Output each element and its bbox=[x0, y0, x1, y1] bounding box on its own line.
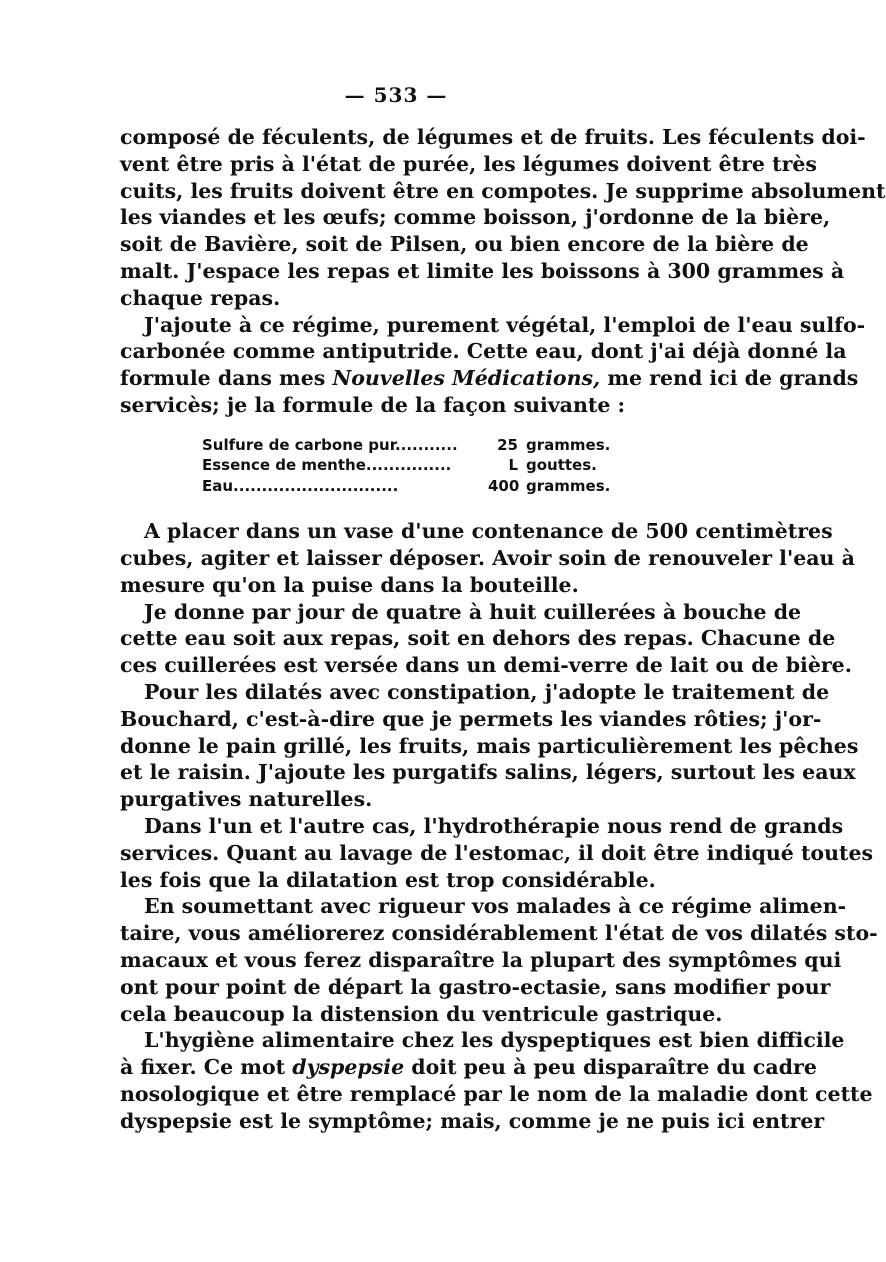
formula-row bbox=[202, 455, 622, 476]
text-line-with-title bbox=[120, 365, 859, 392]
formula-row bbox=[202, 435, 622, 456]
formula-table bbox=[202, 435, 622, 497]
text-line: services. Quant au lavage de l'estomac, il doit être indiqué toutes bbox=[120, 840, 874, 865]
text-line: cuits, les fruits doivent être en compotes. Je supprime absolument bbox=[120, 178, 886, 203]
book-page bbox=[120, 82, 886, 1135]
text-line: carbonée comme antiputride. Cette eau, dont j'ai déjà donné la bbox=[120, 339, 847, 364]
text-line: En soumettant avec rigueur vos malades à ce régime alimen- bbox=[144, 894, 847, 919]
page-number: — 533 — bbox=[344, 83, 448, 107]
formula-ingredient: Sulfure de carbone pur........... bbox=[202, 435, 458, 454]
formula-unit: gouttes. bbox=[526, 456, 597, 475]
text-line: les viandes et les œufs; comme boisson, j'ordonne de la bière, bbox=[120, 205, 831, 230]
text-line: cette eau soit aux repas, soit en dehors des repas. Chacune de bbox=[120, 626, 836, 651]
text-line: L'hygiène alimentaire chez les dyspeptiques est bien difficile bbox=[144, 1028, 845, 1053]
text-line: ont pour point de départ la gastro-ectasie, sans modifier pour bbox=[120, 974, 831, 999]
text-line: J'ajoute à ce régime, purement végétal, l'emploi de l'eau sulfo- bbox=[144, 312, 866, 337]
text-line: et le raisin. J'ajoute les purgatifs salins, légers, surtout les eaux bbox=[120, 760, 856, 785]
text-line: macaux et vous ferez disparaître la plupart des symptômes qui bbox=[120, 948, 842, 973]
formula-quantity: 400 bbox=[488, 476, 520, 495]
text-line: malt. J'espace les repas et limite les boissons à 300 grammes à bbox=[120, 258, 845, 283]
formula-quantity: 25 bbox=[497, 435, 518, 454]
text-line: A placer dans un vase d'une contenance de 500 centimètres bbox=[144, 519, 833, 544]
text-line: composé de féculents, de légumes et de fruits. Les féculents doi- bbox=[120, 125, 866, 149]
text-line: Je donne par jour de quatre à huit cuillerées à bouche de bbox=[144, 599, 802, 624]
text-fragment: doit peu à peu disparaître du cadre bbox=[411, 1055, 817, 1080]
text-line: Bouchard, c'est-à-dire que je permets les viandes rôties; j'or- bbox=[120, 706, 822, 731]
text-fragment: à fixer. Ce mot bbox=[120, 1055, 286, 1080]
text-line: donne le pain grillé, les fruits, mais particulièrement les pêches bbox=[120, 733, 859, 758]
text-line: servicès; je la formule de la façon suivante : bbox=[120, 392, 626, 417]
text-line: vent être pris à l'état de purée, les légumes doivent être très bbox=[120, 151, 817, 176]
text-fragment: me rend ici de grands bbox=[607, 366, 859, 391]
text-line: purgatives naturelles. bbox=[120, 787, 373, 812]
text-line: les fois que la dilatation est trop considérable. bbox=[120, 867, 656, 892]
text-line: chaque repas. bbox=[120, 285, 281, 310]
formula-ingredient: Eau............................. bbox=[202, 476, 399, 495]
paragraph-regimen bbox=[120, 893, 878, 1027]
text-line: ces cuillerées est versée dans un demi-verre de lait ou de bière. bbox=[120, 653, 852, 678]
formula-row bbox=[202, 476, 622, 497]
paragraph-constipation bbox=[120, 679, 859, 813]
text-line: Dans l'un et l'autre cas, l'hydrothérapie nous rend de grands bbox=[144, 814, 844, 839]
paragraph-hydrotherapy bbox=[120, 813, 874, 893]
text-line: cubes, agiter et laisser déposer. Avoir soin de renouveler l'eau à bbox=[120, 546, 855, 571]
text-fragment: formule dans mes bbox=[120, 366, 326, 391]
formula-unit: grammes. bbox=[526, 476, 611, 495]
text-line: taire, vous améliorerez considérablement l'état de vos dilatés sto- bbox=[120, 921, 878, 946]
text-line: cela beaucoup la distension du ventricule gastrique. bbox=[120, 1001, 723, 1026]
text-line-with-term bbox=[120, 1054, 817, 1081]
paragraph-preparation bbox=[120, 518, 855, 598]
formula-ingredient: Essence de menthe............... bbox=[202, 456, 452, 475]
paragraph-dosage bbox=[120, 599, 852, 679]
term-dyspepsie: dyspepsie bbox=[292, 1055, 405, 1080]
text-line: mesure qu'on la puise dans la bouteille. bbox=[120, 572, 579, 597]
formula-quantity: L bbox=[508, 456, 518, 475]
text-line: soit de Bavière, soit de Pilsen, ou bien encore de la bière de bbox=[120, 232, 809, 257]
text-line: Pour les dilatés avec constipation, j'adopte le traitement de bbox=[144, 680, 830, 705]
text-line: nosologique et être remplacé par le nom de la maladie dont cette bbox=[120, 1082, 873, 1106]
paragraph-diet bbox=[120, 124, 886, 312]
book-title: Nouvelles Médications, bbox=[332, 366, 601, 391]
text-line: dyspepsie est le symptôme; mais, comme je ne puis ici entrer bbox=[120, 1108, 825, 1133]
paragraph-sulfocarbonee bbox=[120, 312, 866, 419]
paragraph-hygiene bbox=[120, 1027, 873, 1134]
formula-unit: grammes. bbox=[526, 435, 611, 454]
